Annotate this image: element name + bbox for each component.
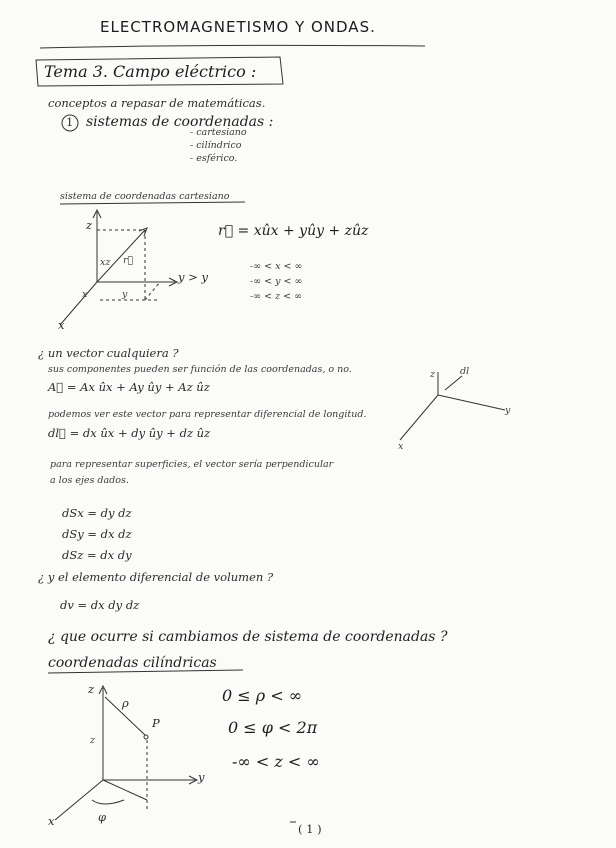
cyl-label-rho: ρ bbox=[122, 696, 129, 710]
page-number: ( 1 ) bbox=[298, 822, 322, 836]
side-label-x: x bbox=[398, 441, 404, 452]
axis-label-y: y > y bbox=[178, 270, 208, 284]
vector-equation-A: A⃗ = Ax ûx + Ay ûy + Az ûz bbox=[48, 380, 210, 394]
cyl-label-z-side: z bbox=[90, 735, 96, 746]
coord-item-cartesian: - cartesiano bbox=[190, 127, 247, 138]
vector-note-line2: podemos ver este vector para representar diferencial de longitud. bbox=[48, 409, 367, 420]
document-title: ELECTROMAGNETISMO Y ONDAS. bbox=[100, 18, 376, 36]
surface-dSz: dSz = dx dy bbox=[62, 548, 132, 562]
vector-question: ¿ un vector cualquiera ? bbox=[38, 346, 179, 360]
surface-dSy: dSy = dx dz bbox=[62, 527, 132, 541]
cartesian-vector-equation: r⃗ = xûx + yûy + zûz bbox=[218, 223, 369, 239]
cartesian-range-x: -∞ < x < ∞ bbox=[250, 261, 303, 272]
point-label-x: x bbox=[82, 289, 88, 300]
cartesian-range-z: -∞ < z < ∞ bbox=[250, 291, 303, 302]
cyl-label-P: P bbox=[152, 716, 160, 730]
side-label-dl: dl bbox=[460, 366, 470, 377]
vector-note-line4: a los ejes dados. bbox=[50, 475, 129, 486]
cylindrical-heading: coordenadas cilíndricas bbox=[48, 655, 217, 671]
volume-equation: dv = dx dy dz bbox=[60, 598, 140, 612]
cyl-label-phi: φ bbox=[98, 810, 107, 824]
change-coordinates-question: ¿ que ocurre si cambiamos de sistema de coordenadas ? bbox=[48, 629, 448, 645]
cyl-range-z: -∞ < z < ∞ bbox=[232, 752, 320, 771]
cartesian-range-y: -∞ < y < ∞ bbox=[250, 276, 303, 287]
cyl-label-y: y bbox=[198, 770, 205, 784]
side-label-z: z bbox=[430, 369, 436, 380]
point-label-xz: xz bbox=[100, 257, 111, 268]
coord-item-cylindrical: - cilíndrico bbox=[190, 140, 242, 151]
vector-note-line1: sus componentes pueden ser función de las coordenadas, o no. bbox=[48, 364, 352, 375]
cartesian-heading: sistema de coordenadas cartesiano bbox=[60, 191, 230, 202]
side-label-y: y bbox=[505, 405, 511, 416]
axis-label-z: z bbox=[86, 218, 93, 232]
cyl-label-z: z bbox=[88, 682, 95, 696]
point-label-y: y bbox=[122, 289, 128, 300]
axis-label-x: x bbox=[58, 318, 65, 332]
cartesian-diagram bbox=[60, 210, 177, 325]
cyl-range-rho: 0 ≤ ρ < ∞ bbox=[222, 686, 303, 705]
vector-label-r: r⃗ bbox=[123, 255, 134, 266]
cyl-range-phi: 0 ≤ φ < 2π bbox=[228, 718, 318, 737]
volume-question: ¿ y el elemento diferencial de volumen ? bbox=[38, 570, 274, 584]
topic-title: Tema 3. Campo eléctrico : bbox=[44, 62, 257, 81]
vector-note-line3: para representar superficies, el vector sería perpendicular bbox=[50, 459, 334, 470]
surface-dSx: dSx = dy dz bbox=[62, 506, 132, 520]
coord-item-spherical: - esférico. bbox=[190, 153, 238, 164]
section-title: sistemas de coordenadas : bbox=[86, 114, 274, 130]
vector-equation-dl: dl⃗ = dx ûx + dy ûy + dz ûz bbox=[48, 426, 211, 440]
cyl-label-x: x bbox=[48, 814, 55, 828]
intro-text: conceptos a repasar de matemáticas. bbox=[48, 96, 266, 110]
section-number: 1 bbox=[66, 115, 74, 129]
